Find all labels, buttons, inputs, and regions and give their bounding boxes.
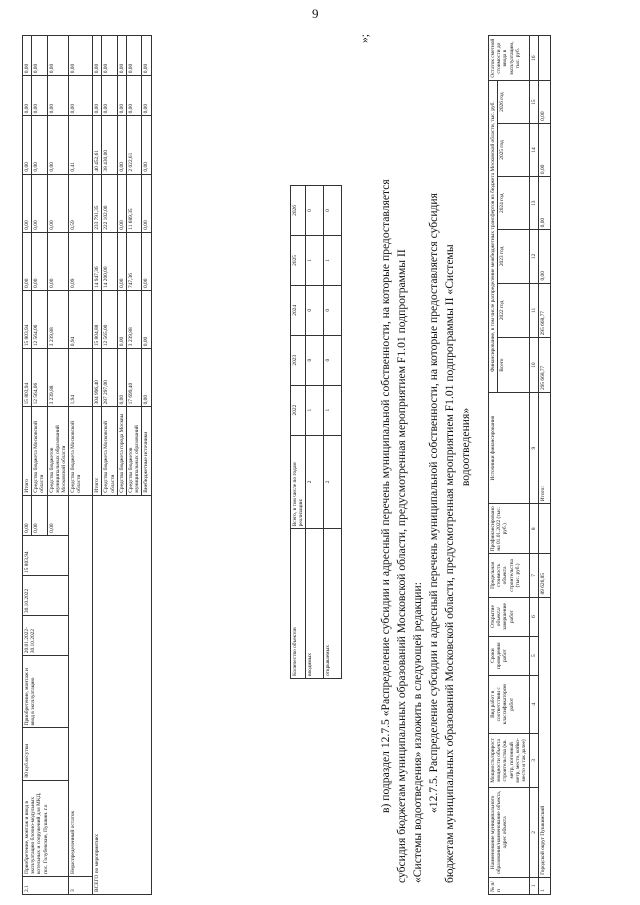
header-cell: 2024 год bbox=[498, 177, 530, 230]
funding-value: 0,00 bbox=[93, 76, 102, 116]
funding-value: 0,00 bbox=[127, 36, 142, 76]
header-cell: № п/п bbox=[489, 877, 530, 894]
remainder-value: 0,00 bbox=[47, 495, 69, 535]
funding-value: 222 102,00 bbox=[102, 174, 117, 232]
funding-value: 12 565,00 bbox=[102, 290, 117, 348]
funding-value: 0,00 bbox=[127, 76, 142, 116]
count-value: 1 bbox=[306, 385, 324, 435]
funding-value: 14 947,36 bbox=[93, 232, 102, 290]
funding-value: 15 803,94 bbox=[23, 349, 32, 407]
funding-value: 0,94 bbox=[69, 290, 93, 348]
subsidy-table-continuation bbox=[22, 35, 152, 895]
funding-value: 0,00 bbox=[32, 174, 47, 232]
header-cell: 2024 bbox=[291, 285, 306, 335]
table-row bbox=[306, 186, 324, 679]
header-cell: Мощность/прирост мощности объекта строительства (кв. метр, погонный метр, место, койко-место и так далее) bbox=[489, 733, 530, 787]
count-value: 0 bbox=[306, 285, 324, 335]
row-number: 1 bbox=[539, 877, 551, 894]
column-number: 7 bbox=[530, 554, 539, 597]
funding-source: Средства бюджета Московской области bbox=[102, 407, 117, 495]
header-cell: 2026 год bbox=[498, 81, 530, 124]
remainder-value: 0,00 bbox=[23, 495, 32, 535]
header-cell: Источники финансирования bbox=[489, 393, 530, 504]
paragraph-line: водоотведения» bbox=[459, 407, 472, 487]
funding-source: Внебюджетные источники bbox=[142, 407, 151, 495]
paragraph-line: субсидия бюджетам муниципальных образований Московской области, предусмотренная мероприятием F1.01 подпрограммы II bbox=[395, 249, 408, 883]
funding-value: 747,36 bbox=[127, 232, 142, 290]
row-label: открываемых bbox=[324, 529, 342, 679]
count-value: 0 bbox=[324, 186, 342, 236]
column-number: 4 bbox=[530, 675, 539, 733]
funding-value: 0,00 bbox=[117, 36, 126, 76]
column-number: 8 bbox=[530, 504, 539, 554]
funding-value: 0,00 bbox=[117, 290, 126, 348]
table-header-row bbox=[291, 186, 306, 679]
funding-value: 0,00 bbox=[117, 349, 126, 407]
funding-value: 12 564,06 bbox=[32, 349, 47, 407]
funding-value: 0,00 bbox=[23, 116, 32, 174]
funding-value: 0,00 bbox=[117, 174, 126, 232]
subsidy-distribution-table bbox=[488, 35, 551, 895]
count-value: 0 bbox=[306, 335, 324, 385]
funding-value: 3 239,88 bbox=[47, 290, 69, 348]
count-value: 0 bbox=[306, 186, 324, 236]
financed-value bbox=[539, 504, 551, 554]
funding-value: 3 239,88 bbox=[127, 290, 142, 348]
count-value: 1 bbox=[324, 385, 342, 435]
column-number: 14 bbox=[530, 123, 539, 176]
table-header-row bbox=[489, 36, 498, 895]
municipality-name: Городской округ Пушкинский bbox=[539, 597, 551, 877]
table-row bbox=[539, 36, 551, 895]
paragraph-line: бюджетам муниципальных образований Московской области, предусмотренная мероприятием F1.01 подпрограммы II «Системы bbox=[443, 244, 456, 883]
object-name: Приобретение, монтаж и ввод в эксплуатацию блочно-модульных котельных и сооружений для МКД, пос. Голубевские, Пушкин. г.о bbox=[23, 780, 69, 876]
paragraph-line: в) подраздел 12.7.5 «Распределение субсидии и адресный перечень муниципальной собственности, на которые предоставляется bbox=[379, 179, 392, 813]
funding-value: 233 791,35 bbox=[93, 174, 102, 232]
column-number: 5 bbox=[530, 636, 539, 675]
paragraph-line: «Системы водоотведения» изложить в следующей редакции: bbox=[411, 582, 424, 883]
header-cell: Остаток сметной стоимости до ввода в эксплуатацию, тыс. руб. bbox=[489, 36, 530, 81]
count-value: 1 bbox=[324, 235, 342, 285]
funding-source: Средства бюджетов муниципальных образований bbox=[127, 407, 142, 495]
funding-value: 17 699,40 bbox=[127, 349, 142, 407]
funding-source: Итого: bbox=[539, 393, 551, 504]
object-count-table bbox=[290, 185, 342, 679]
paragraph-line: «12.7.5. Распределение субсидии и адресный перечень муниципальной собственности, на которые предоставляется субсидия bbox=[427, 193, 440, 813]
funding-value: 0,00 bbox=[142, 36, 151, 76]
column-number: 10 bbox=[530, 338, 539, 393]
funding-value: 0,00 bbox=[32, 116, 47, 174]
column-number: 13 bbox=[530, 177, 539, 230]
amendment-paragraph bbox=[378, 11, 474, 883]
funding-value: 0,00 bbox=[102, 36, 117, 76]
funding-source: Средства бюджетов муниципальных образований Московской области bbox=[47, 407, 69, 495]
table-row bbox=[23, 36, 32, 895]
funding-value: 0,00 bbox=[539, 230, 551, 283]
object-cost: 15 803,94 bbox=[23, 535, 69, 575]
header-cell: Профинансировано на 01.01.2022 (тыс. руб.) bbox=[489, 504, 530, 554]
funding-value: 0,00 bbox=[142, 232, 151, 290]
funding-value: 0,00 bbox=[539, 81, 551, 124]
table-row bbox=[93, 36, 102, 895]
funding-value: 295 668,77 bbox=[539, 283, 551, 338]
funding-value: 304 996,40 bbox=[93, 349, 102, 407]
funding-value: 0,00 bbox=[47, 116, 69, 174]
count-value: 1 bbox=[306, 235, 324, 285]
total-label: ВСЕГО по мероприятию: bbox=[93, 495, 151, 894]
funding-value: 0,00 bbox=[23, 76, 32, 116]
work-type: Приобретение, монтаж и ввод в эксплуатацию bbox=[23, 656, 69, 728]
funding-value: 0,00 bbox=[47, 232, 69, 290]
header-cell: 2026 bbox=[291, 186, 306, 236]
funding-value: 0,00 bbox=[23, 174, 32, 232]
funding-value: 14 200,00 bbox=[102, 232, 117, 290]
header-cell: Наименование муниципального образования/наименование объекта, адрес объекта bbox=[489, 787, 530, 877]
object-name: Нераспределенный остаток bbox=[69, 495, 93, 876]
header-cell: Открытие объекта/завершение работ bbox=[489, 597, 530, 636]
funding-value: 0,00 bbox=[142, 76, 151, 116]
funding-value: 0,00 bbox=[117, 116, 126, 174]
column-number-row bbox=[530, 36, 539, 895]
header-cell: Количество объектов bbox=[291, 529, 306, 679]
funding-value: 0,00 bbox=[32, 76, 47, 116]
funding-value: 0,41 bbox=[69, 116, 93, 174]
funding-value: 0,00 bbox=[23, 36, 32, 76]
header-cell: Сроки проведения работ bbox=[489, 636, 530, 675]
closing-quote: »; bbox=[358, 33, 371, 43]
funding-value: 0,00 bbox=[117, 232, 126, 290]
count-value: 0 bbox=[324, 285, 342, 335]
funding-value: 40 452,61 bbox=[93, 116, 102, 174]
funding-source: Средства бюджета города Москвы bbox=[117, 407, 126, 495]
remainder-value: 0,00 bbox=[32, 495, 47, 535]
column-number: 6 bbox=[530, 597, 539, 636]
funding-value: 0,00 bbox=[142, 116, 151, 174]
header-cell: 2023 год bbox=[498, 230, 530, 283]
funding-value: 15 804,88 bbox=[93, 290, 102, 348]
row-label: вводимых bbox=[306, 529, 324, 679]
funding-value: 15 803,94 bbox=[23, 290, 32, 348]
funding-value: 0,00 bbox=[47, 36, 69, 76]
object-capacity: 80 куб.м/сутки bbox=[23, 728, 69, 780]
table-row bbox=[69, 36, 93, 895]
funding-source: Средства бюджета Московской области bbox=[69, 407, 93, 495]
row-number: 2.1 bbox=[23, 876, 69, 894]
funding-value: 12 564,06 bbox=[32, 290, 47, 348]
column-number: 11 bbox=[530, 283, 539, 338]
funding-value: 0,00 bbox=[142, 290, 151, 348]
funding-value: 0,00 bbox=[102, 76, 117, 116]
funding-value: 0,00 bbox=[32, 232, 47, 290]
header-cell: 2022 bbox=[291, 385, 306, 435]
funding-value: 3 239,88 bbox=[47, 349, 69, 407]
table-row bbox=[324, 186, 342, 679]
funding-value: 0,00 bbox=[47, 174, 69, 232]
header-cell: 2025 год bbox=[498, 123, 530, 176]
page-number: 9 bbox=[312, 6, 319, 21]
header-cell: 2022 год bbox=[498, 283, 530, 338]
funding-value: 2 022,61 bbox=[127, 116, 142, 174]
header-cell: Финансирование, в том числе распределение межбюджетных трансфертов из бюджета Московской области, тыс. руб. bbox=[489, 81, 498, 393]
funding-value: 0,00 bbox=[117, 76, 126, 116]
count-value: 0 bbox=[324, 335, 342, 385]
funding-value: 0,00 bbox=[539, 123, 551, 176]
funding-source: Итого bbox=[23, 407, 32, 495]
funding-value: 287 297,00 bbox=[102, 349, 117, 407]
object-cost: 89 626,85 bbox=[539, 554, 551, 597]
funding-value: 0,00 bbox=[32, 36, 47, 76]
funding-value: 0,00 bbox=[142, 349, 151, 407]
header-cell: 2025 bbox=[291, 235, 306, 285]
column-number: 1 bbox=[530, 877, 539, 894]
funding-value: 0,00 bbox=[23, 232, 32, 290]
funding-value: 0,00 bbox=[142, 174, 151, 232]
funding-value: 0,59 bbox=[69, 174, 93, 232]
column-number: 12 bbox=[530, 230, 539, 283]
header-cell: 2023 bbox=[291, 335, 306, 385]
funding-value: 11 689,35 bbox=[127, 174, 142, 232]
funding-value: 38 430,00 bbox=[102, 116, 117, 174]
funding-source: Итого: bbox=[93, 407, 102, 495]
count-value: 2 bbox=[324, 435, 342, 529]
opening-date: 30.10.2022 bbox=[23, 575, 69, 615]
column-number: 9 bbox=[530, 393, 539, 504]
funding-value: 295 668,77 bbox=[539, 338, 551, 393]
funding-value: 0,00 bbox=[539, 177, 551, 230]
header-cell: Всего bbox=[498, 338, 530, 393]
funding-value: 0,09 bbox=[69, 232, 93, 290]
column-number: 15 bbox=[530, 81, 539, 124]
header-cell: Предельная стоимость объекта строительства (тыс. руб.) bbox=[489, 554, 530, 597]
column-number: 2 bbox=[530, 787, 539, 877]
funding-value: 0,00 bbox=[69, 36, 93, 76]
funding-value: 0,00 bbox=[47, 76, 69, 116]
count-value: 2 bbox=[306, 435, 324, 529]
funding-source: Средства бюджета Московской области bbox=[32, 407, 47, 495]
header-cell: Всего, в том числе по годам реализации: bbox=[291, 435, 306, 529]
funding-value: 1,94 bbox=[69, 349, 93, 407]
funding-value: 0,00 bbox=[93, 36, 102, 76]
row-number: 3 bbox=[69, 876, 93, 894]
column-number: 3 bbox=[530, 733, 539, 787]
column-number: 16 bbox=[530, 36, 539, 81]
header-cell: Вид работ в соответствии с классификатором работ bbox=[489, 675, 530, 733]
remainder-value bbox=[539, 36, 551, 81]
funding-value: 0,00 bbox=[69, 76, 93, 116]
work-period: 20.01.2022-30.10.2022 bbox=[23, 616, 69, 656]
